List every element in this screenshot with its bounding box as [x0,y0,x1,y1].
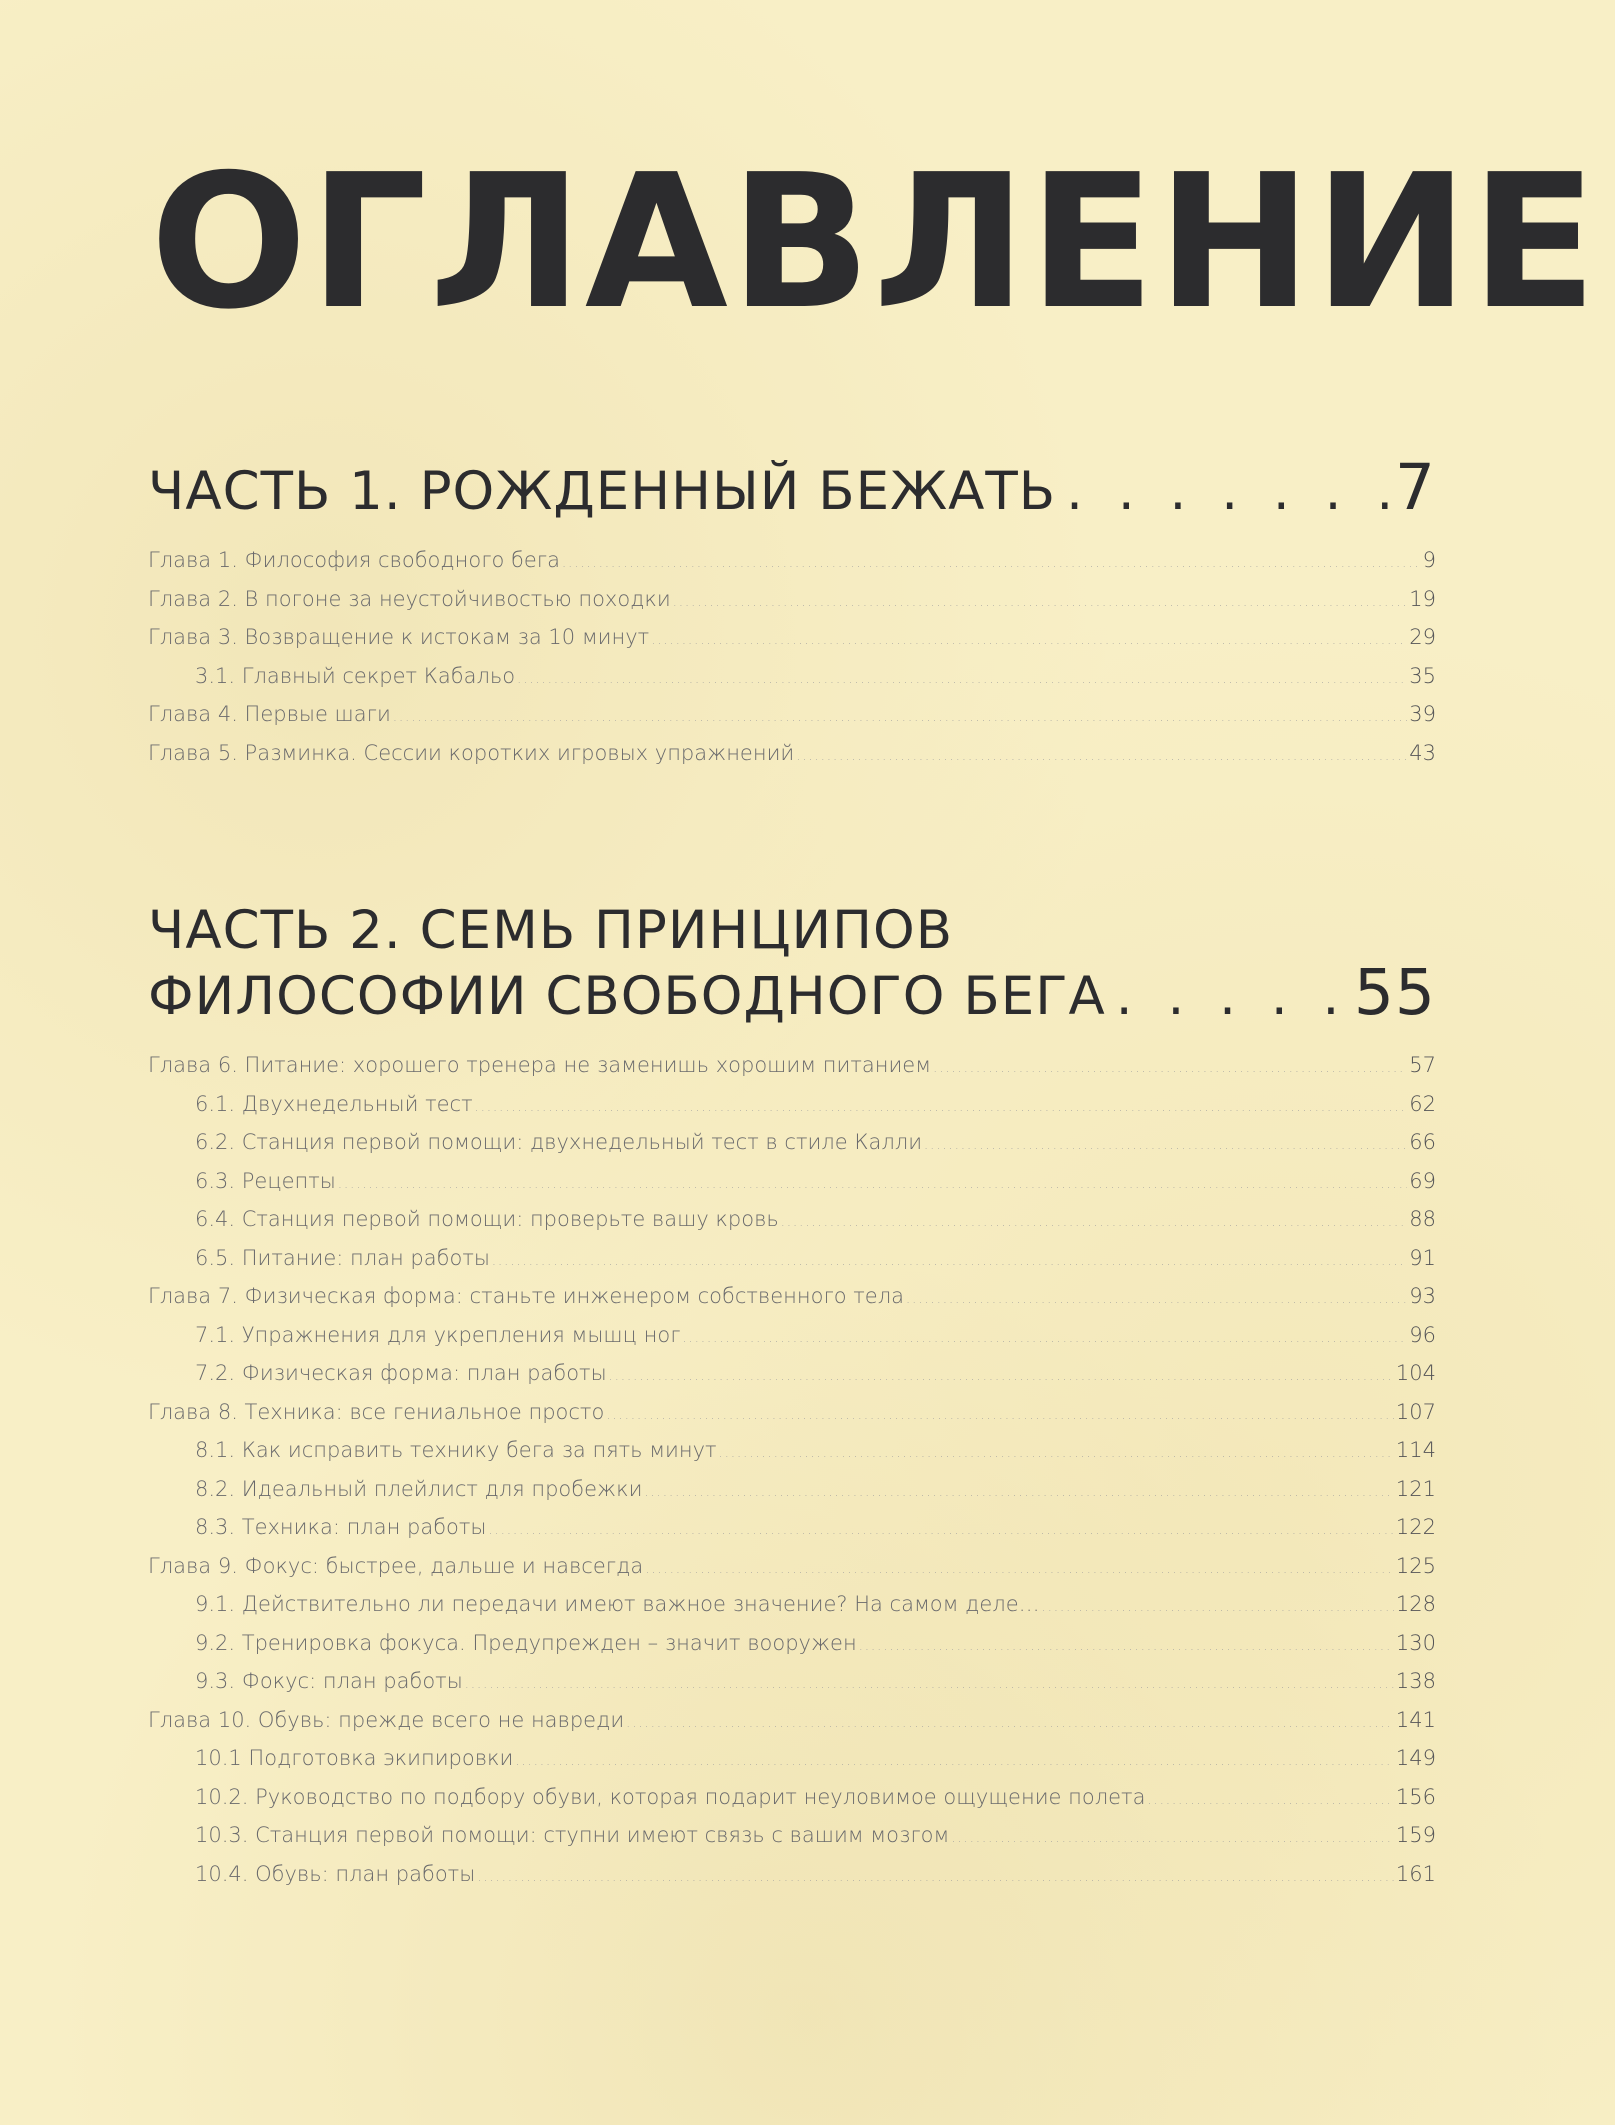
part-1-heading [148,451,1436,524]
dot-leader [645,1551,1394,1590]
entry-page: 130 [1395,1630,1436,1655]
entry-label: 9.1. Действительно ли передачи имеют важное значение? На самом деле… [195,1592,1040,1616]
part-title: ЧАСТЬ 1. РОЖДЕННЫЙ БЕЖАТЬ [148,461,1057,522]
entry-page: 121 [1395,1476,1436,1501]
toc-subentry[interactable] [148,1470,1436,1509]
part-1-entries [148,541,1436,772]
toc-entry[interactable] [148,734,1436,773]
dot-leader [644,1474,1393,1513]
entry-page: 62 [1409,1091,1436,1116]
toc-subentry[interactable] [148,1239,1436,1278]
toc-subentry[interactable] [148,1085,1436,1124]
entry-page: 138 [1395,1669,1436,1693]
entry-page: 161 [1395,1861,1436,1886]
part-title-line-1: ЧАСТЬ 2. СЕМЬ ПРИНЦИПОВ [148,900,954,961]
part-page-number: 55 [1353,956,1436,1029]
entry-page: 57 [1409,1053,1436,1077]
toc-subentry[interactable] [148,1778,1436,1817]
dot-leader [906,1281,1407,1320]
entry-label: 10.2. Руководство по подбору обуви, которая подарит неуловимое ощущение полета [195,1784,1146,1809]
entry-label: Глава 7. Физическая форма: станьте инженером собственного тела [148,1284,905,1308]
dot-leader [1042,1589,1394,1628]
dot-leader [338,1166,1407,1205]
entry-label: 10.4. Обувь: план работы [195,1861,476,1886]
entry-page: 128 [1395,1592,1436,1616]
dot-leader [924,1127,1407,1166]
part-title-line-2: ФИЛОСОФИИ СВОБОДНОГО БЕГА [148,966,1106,1027]
entry-page: 159 [1395,1823,1436,1847]
entry-label: 6.3. Рецепты [195,1168,336,1193]
toc-entry[interactable] [148,1277,1436,1316]
entry-page: 114 [1395,1438,1436,1462]
entry-label: Глава 2. В погоне за неустойчивостью походки [148,586,671,611]
dot-leader [1056,461,1395,523]
toc-entry[interactable] [148,580,1436,619]
entry-page: 43 [1409,740,1436,765]
toc-subentry[interactable] [148,1354,1436,1393]
entry-label: Глава 9. Фокус: быстрее, дальше и навсегда [148,1553,644,1578]
entry-label: 6.5. Питание: план работы [195,1245,490,1270]
dot-leader [606,1397,1394,1436]
entry-page: 91 [1409,1245,1436,1270]
toc-subentry[interactable] [148,1739,1436,1778]
entry-label: 8.3. Техника: план работы [195,1515,487,1539]
entry-page: 19 [1409,586,1436,611]
entry-label: 8.2. Идеальный плейлист для пробежки [195,1476,643,1501]
entry-page: 66 [1409,1130,1436,1154]
toc-subentry[interactable] [148,657,1436,696]
dot-leader [626,1705,1394,1744]
dot-leader [475,1089,1408,1128]
entry-page: 88 [1409,1207,1436,1231]
toc-subentry[interactable] [148,1162,1436,1201]
entry-page: 156 [1395,1784,1436,1809]
entry-label: 8.1. Как исправить технику бега за пять минут [195,1438,717,1462]
toc-subentry[interactable] [148,1431,1436,1470]
entry-page: 35 [1409,663,1436,688]
dot-leader [673,584,1408,623]
dot-leader [781,1204,1408,1243]
entry-page: 122 [1395,1515,1436,1539]
dot-leader [477,1859,1394,1898]
toc-subentry[interactable] [148,1508,1436,1547]
dot-leader [517,661,1407,700]
entry-label: 10.3. Станция первой помощи: ступни имеют связь с вашим мозгом [195,1823,950,1847]
toc-subentry[interactable] [148,1123,1436,1162]
entry-page: 69 [1409,1168,1436,1193]
entry-page: 104 [1395,1361,1436,1385]
toc-subentry[interactable] [148,1624,1436,1663]
dot-leader [796,738,1407,777]
dot-leader [1106,966,1354,1028]
toc-entry[interactable] [148,1046,1436,1085]
dot-leader [489,1512,1394,1551]
entry-page: 107 [1395,1399,1436,1424]
toc-entry[interactable] [148,1393,1436,1432]
entry-label: 6.4. Станция первой помощи: проверьте вашу кровь [195,1207,779,1231]
entry-page: 149 [1395,1746,1436,1770]
dot-leader [393,699,1407,738]
entry-label: Глава 10. Обувь: прежде всего не навреди [148,1707,625,1732]
entry-label: 6.2. Станция первой помощи: двухнедельный тест в стиле Калли [195,1130,923,1154]
entry-label: Глава 8. Техника: все гениальное просто [148,1399,605,1424]
toc-subentry[interactable] [148,1662,1436,1701]
entry-label: 10.1 Подготовка экипировки [195,1746,514,1770]
dot-leader [1147,1782,1393,1821]
part-2-heading [148,900,1436,1028]
entry-page: 96 [1409,1322,1436,1347]
entry-page: 141 [1395,1707,1436,1732]
dot-leader [465,1666,1394,1705]
entry-label: 9.2. Тренировка фокуса. Предупрежден – значит вооружен [195,1630,857,1655]
part-page-number: 7 [1394,451,1436,524]
dot-leader [492,1243,1407,1282]
toc-subentry[interactable] [148,1855,1436,1894]
toc-entry[interactable] [148,618,1436,657]
toc-entry[interactable] [148,695,1436,734]
entry-label: Глава 5. Разминка. Сессии коротких игровых упражнений [148,740,795,765]
dot-leader [609,1358,1394,1397]
toc-entry[interactable] [148,1547,1436,1586]
dot-leader [562,545,1421,584]
entry-label: 7.1. Упражнения для укрепления мышц ног [195,1322,681,1347]
entry-label: Глава 4. Первые шаги [148,702,391,726]
dot-leader [951,1820,1394,1859]
entry-label: 3.1. Главный секрет Кабальо [195,663,516,688]
entry-page: 39 [1409,702,1436,726]
entry-label: Глава 1. Философия свободного бега [148,548,560,572]
toc-entry[interactable] [148,541,1436,580]
dot-leader [683,1320,1408,1359]
page-title: ОГЛАВЛЕНИЕ [150,134,1600,350]
dot-leader [933,1050,1407,1089]
entry-label: Глава 3. Возвращение к истокам за 10 минут [148,625,650,649]
entry-page: 29 [1409,625,1436,649]
toc-subentry[interactable] [148,1585,1436,1624]
dot-leader [515,1743,1394,1782]
toc-subentry[interactable] [148,1816,1436,1855]
entry-page: 9 [1422,548,1436,572]
entry-label: Глава 6. Питание: хорошего тренера не заменишь хорошим питанием [148,1053,932,1077]
toc-subentry[interactable] [148,1200,1436,1239]
entry-page: 125 [1395,1553,1436,1578]
dot-leader [651,622,1407,661]
toc-entry[interactable] [148,1701,1436,1740]
entry-label: 7.2. Физическая форма: план работы [195,1361,607,1385]
toc-subentry[interactable] [148,1316,1436,1355]
part-2-entries [148,1046,1436,1893]
dot-leader [719,1435,1394,1474]
entry-label: 9.3. Фокус: план работы [195,1669,463,1693]
entry-page: 93 [1409,1284,1436,1308]
dot-leader [859,1628,1394,1667]
entry-label: 6.1. Двухнедельный тест [195,1091,473,1116]
